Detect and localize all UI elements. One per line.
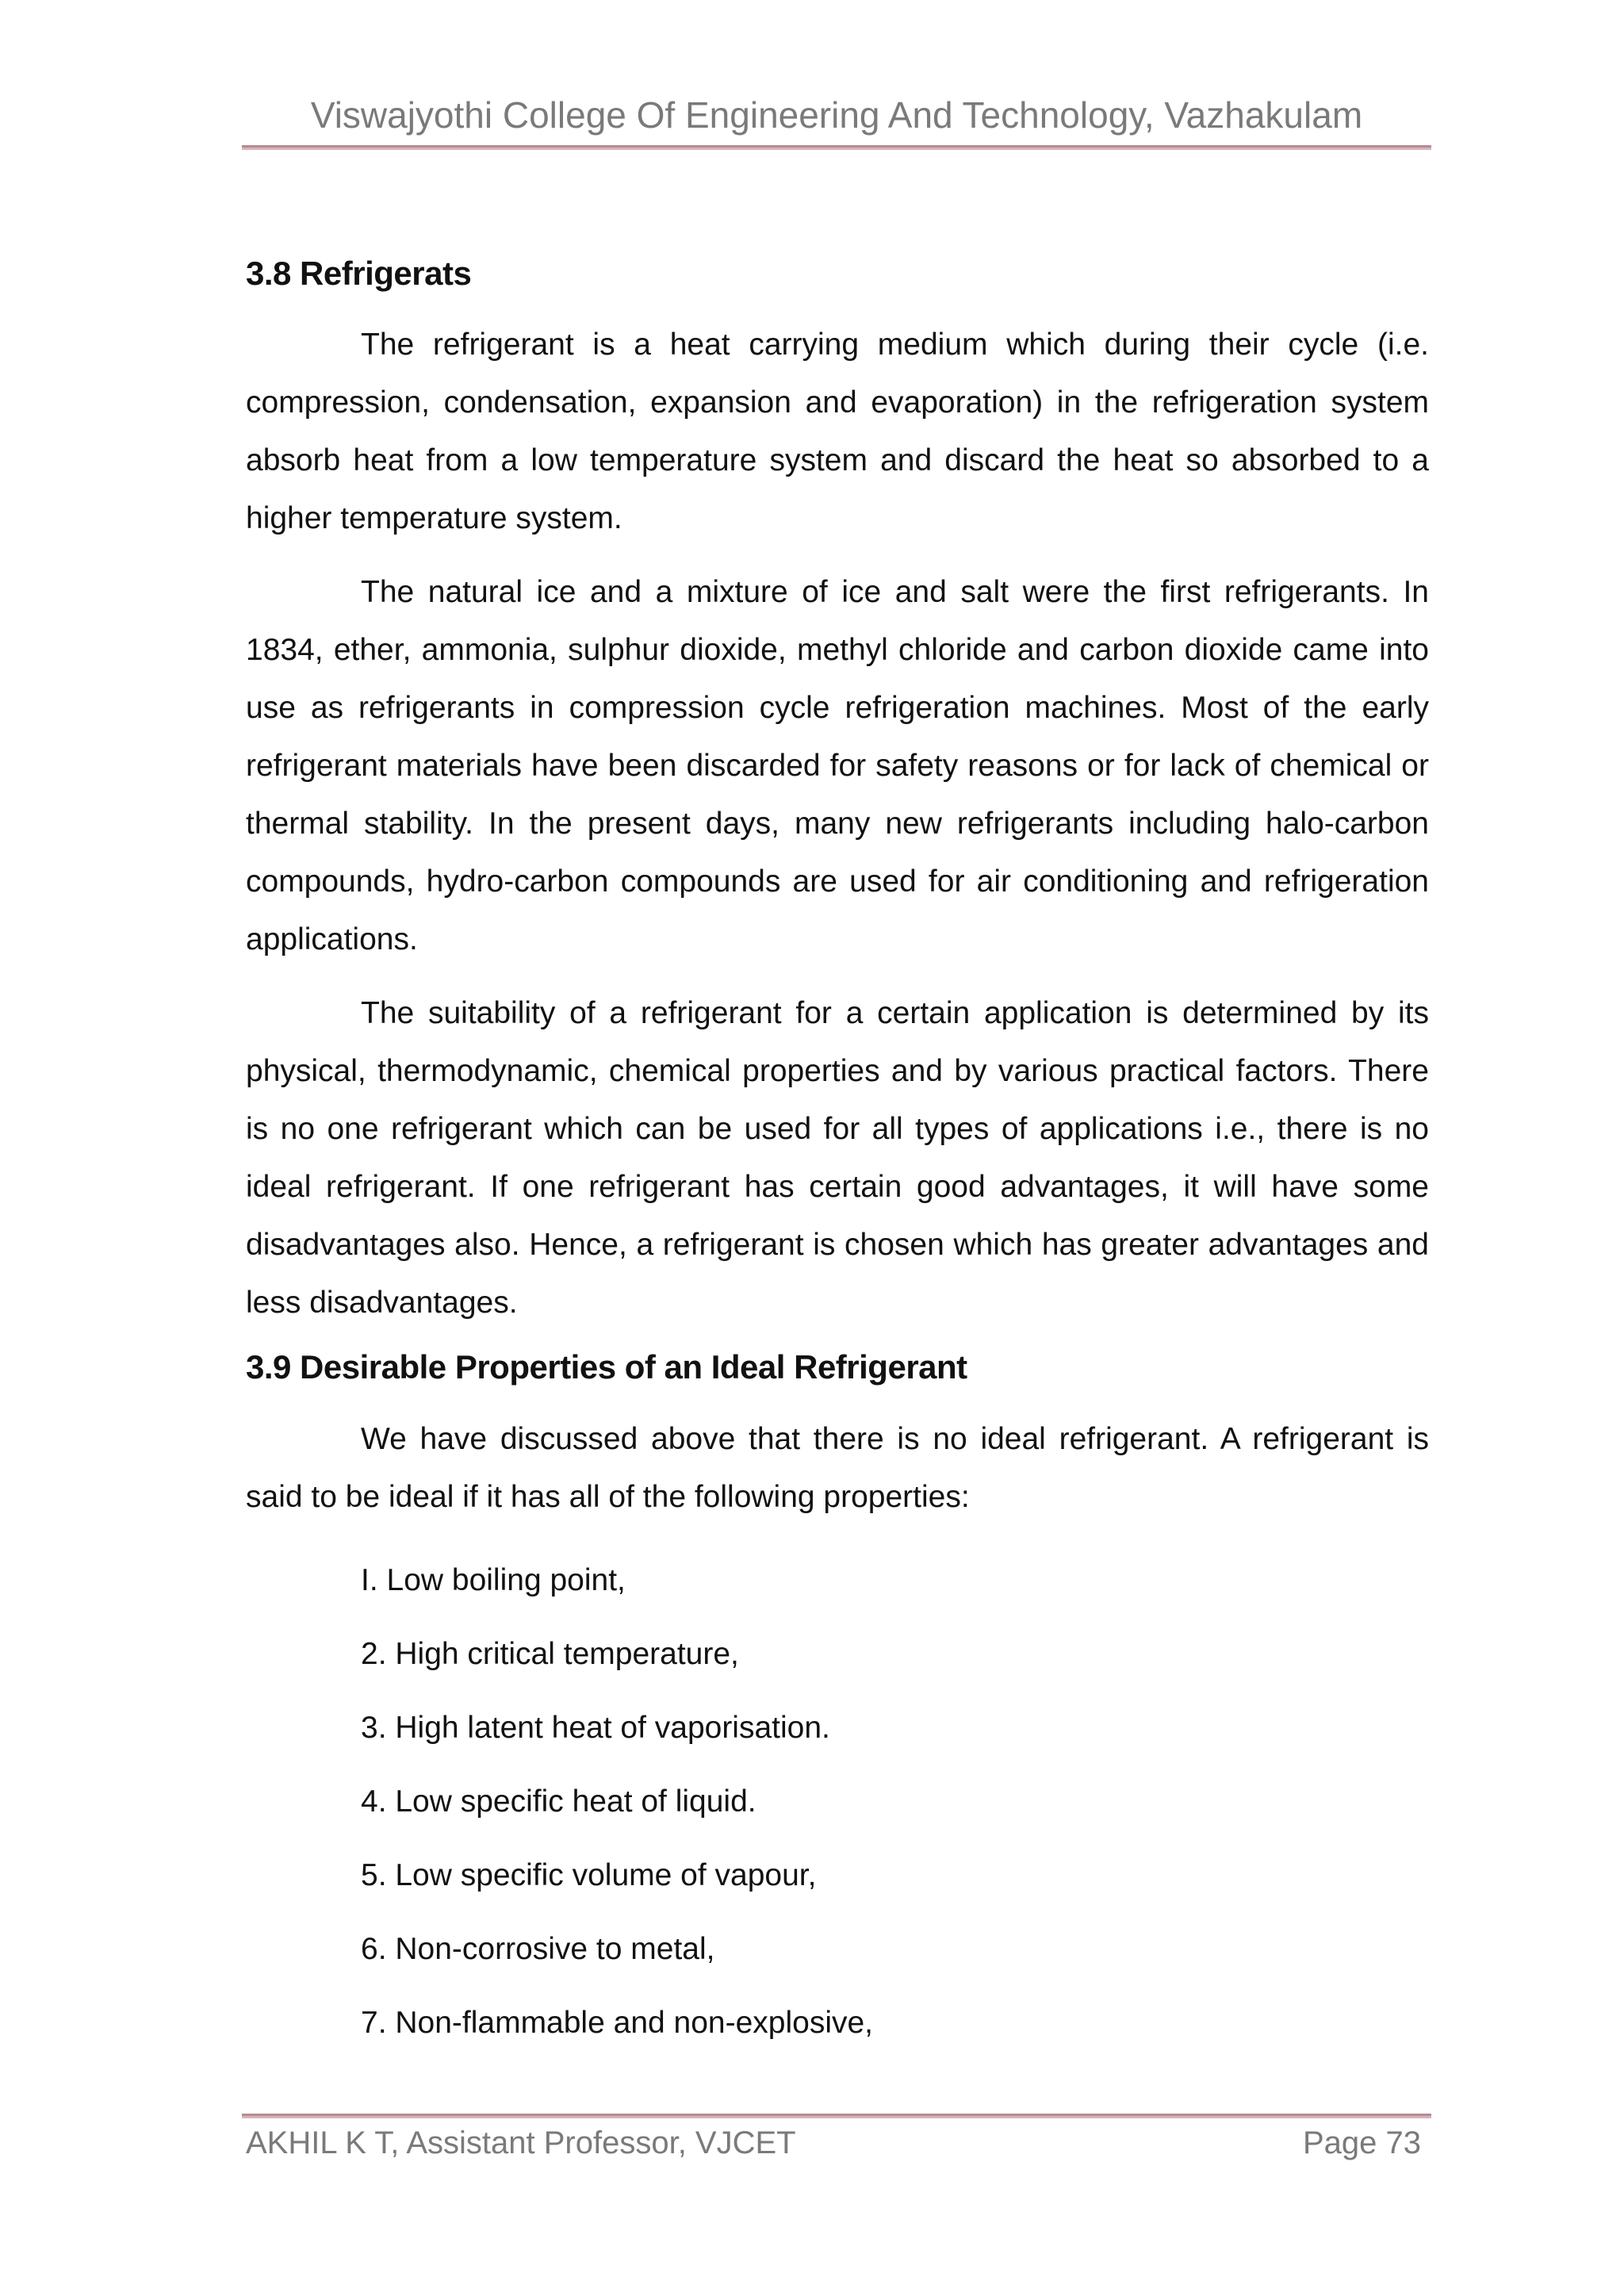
page-header-title: Viswajyothi College Of Engineering And Technology, Vazhakulam <box>310 94 1363 136</box>
list-item: 4. Low specific heat of liquid. <box>361 1784 756 1819</box>
properties-list <box>361 1543 1429 2060</box>
section-heading-refrigerants: 3.8 Refrigerats <box>246 255 472 292</box>
paragraph-refrigerant-definition: The refrigerant is a heat carrying medium which during their cycle (i.e. compression, condensation, expansion and evaporation) in the refrigeration system absorb heat from a low temperature system and discard the heat so absorbed to a higher temperature system. <box>246 328 1429 536</box>
list-item: 7. Non-flammable and non-explosive, <box>361 2005 874 2040</box>
footer-page-number: Page 73 <box>1302 2125 1421 2160</box>
list-item: 2. High critical temperature, <box>361 1636 739 1671</box>
list-item: I. Low boiling point, <box>361 1562 626 1597</box>
page-content <box>246 254 1429 2060</box>
footer-divider <box>242 2114 1431 2118</box>
header-divider <box>242 145 1431 150</box>
list-item: 3. High latent heat of vaporisation. <box>361 1710 830 1745</box>
section-heading-desirable-properties: 3.9 Desirable Properties of an Ideal Refrigerant <box>246 1348 967 1386</box>
paragraph-refrigerant-history: The natural ice and a mixture of ice and salt were the first refrigerants. In 1834, ether, ammonia, sulphur dioxide, methyl chloride and carbon dioxide came into use as refrigerants in compression cycle refrigeration machines. Most of the early refrigerant materials have been discarded for safety reasons or for lack of chemical or thermal stability. In the present days, many new refrigerants including halo-carbon compounds, hydro-carbon compounds are used for air conditioning and refrigeration applications. <box>246 575 1429 957</box>
paragraph-refrigerant-suitability: The suitability of a refrigerant for a certain application is determined by its physical, thermodynamic, chemical properties and by various practical factors. There is no one refrigerant which can be used for all types of applications i.e., there is no ideal refrigerant. If one refrigerant has certain good advantages, it will have some disadvantages also. Hence, a refrigerant is chosen which has greater advantages and less disadvantages. <box>246 996 1429 1320</box>
list-item: 6. Non-corrosive to metal, <box>361 1931 715 1966</box>
footer-author: AKHIL K T, Assistant Professor, VJCET <box>246 2125 796 2160</box>
list-item: 5. Low specific volume of vapour, <box>361 1857 817 1892</box>
paragraph-ideal-refrigerant-intro: We have discussed above that there is no ideal refrigerant. A refrigerant is said to be ideal if it has all of the following properties: <box>246 1421 1429 1514</box>
